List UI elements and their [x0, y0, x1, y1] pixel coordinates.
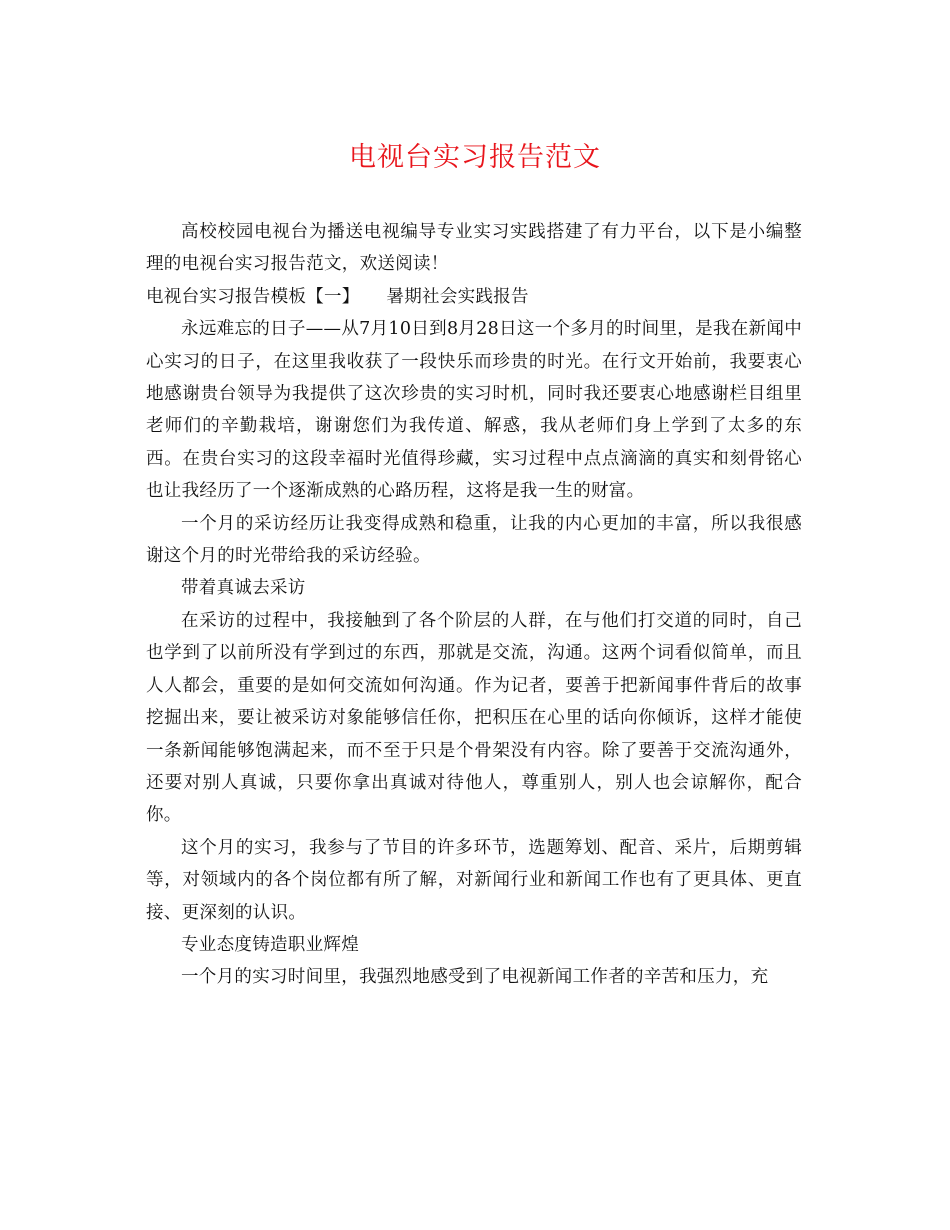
subheading: 带着真诚去采访	[181, 578, 306, 599]
body-paragraph: 这个月的实习，我参与了节目的许多环节，选题筹划、配音、采片，后期剪辑等，对领域内的各个岗位都有所了解，对新闻行业和新闻工作也有了更具体、更直接、更深刻的认识。	[146, 837, 802, 923]
body-paragraph: 在采访的过程中，我接触到了各个阶层的人群，在与他们打交道的同时，自己也学到了以前所没有学到过的东西，那就是交流，沟通。这两个词看似简单，而且人人都会，重要的是如何交流如何沟通。作为记者，要善于把新闻事件背后的故事挖掘出来，要让被采访对象能够信任你，把积压在心里的话向你倾诉，这样才能使一条新闻能够饱满起来，而不至于只是个骨架没有内容。除了要善于交流沟通外，还要对别人真诚，只要你拿出真诚对待他人，尊重别人，别人也会谅解你，配合你。	[146, 610, 802, 826]
document-body	[146, 216, 802, 994]
body-paragraph: 永远难忘的日子——从7月10日到8月28日这一个多月的时间里，是我在新闻中心实习的日子，在这里我收获了一段快乐而珍贵的时光。在行文开始前，我要衷心地感谢贵台领导为我提供了这次珍贵的实习时机，同时我还要衷心地感谢栏目组里老师们的辛勤栽培，谢谢您们为我传道、解惑，我从老师们身上学到了太多的东西。在贵台实习的这段幸福时光值得珍藏，实习过程中点点滴滴的真实和刻骨铭心也让我经历了一个逐渐成熟的心路历程，这将是我一生的财富。	[146, 319, 802, 502]
section-heading: 电视台实习报告模板【一】 暑期社会实践报告	[146, 286, 529, 307]
body-paragraph: 一个月的采访经历让我变得成熟和稳重，让我的内心更加的丰富，所以我很感谢这个月的时光带给我的采访经验。	[146, 513, 802, 567]
subheading: 专业态度铸造职业辉煌	[181, 934, 359, 955]
intro-paragraph: 高校校园电视台为播送电视编导专业实习实践搭建了有力平台，以下是小编整理的电视台实习报告范文，欢送阅读！	[146, 222, 802, 275]
document-title: 电视台实习报告范文	[349, 142, 601, 173]
body-paragraph: 一个月的实习时间里，我强烈地感受到了电视新闻工作者的辛苦和压力，充	[181, 967, 769, 988]
